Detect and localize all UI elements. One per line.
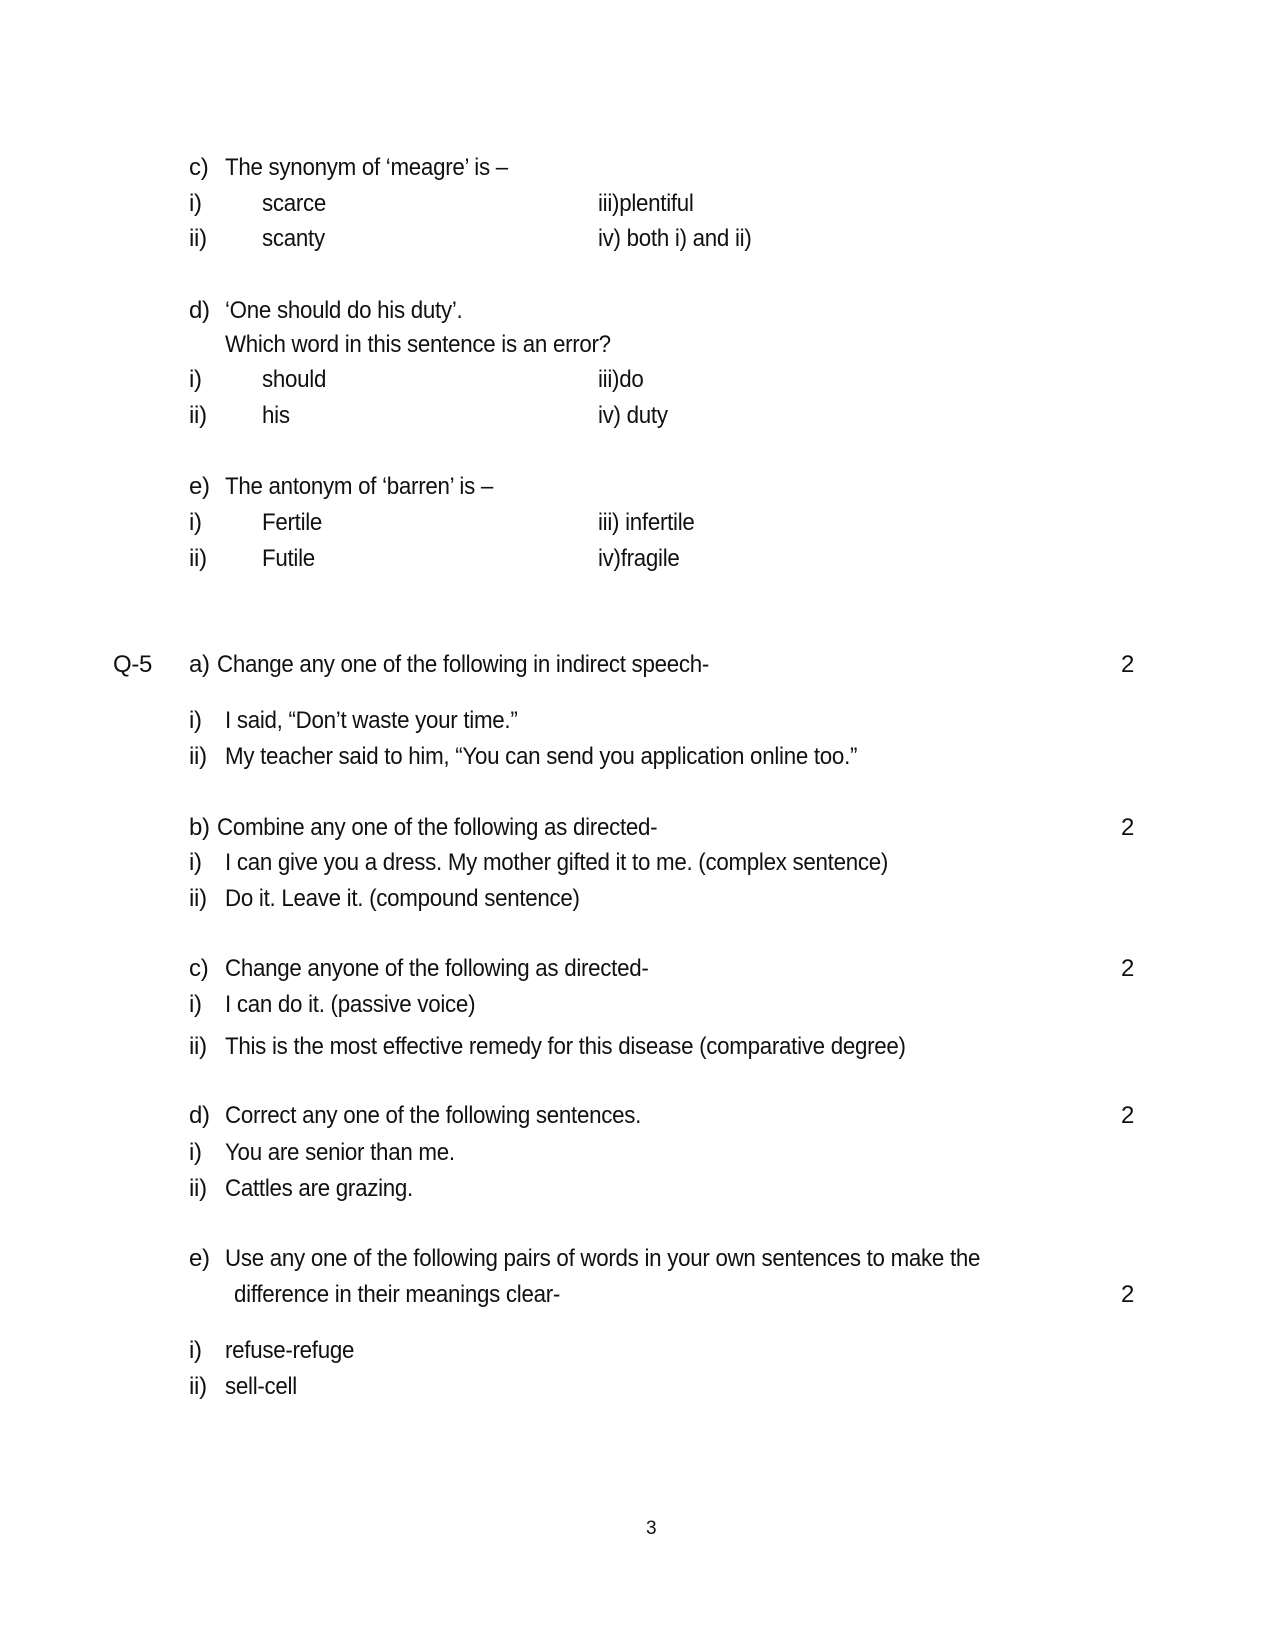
item-number: i): [189, 1139, 202, 1166]
item-text: Do it. Leave it. (compound sentence): [225, 885, 580, 912]
question-number: Q-5: [113, 651, 153, 678]
part-label: e): [189, 1245, 210, 1272]
option-text: Futile: [262, 545, 315, 572]
option-text: iv) both i) and ii): [598, 225, 752, 252]
part-label: c): [189, 154, 209, 181]
option-text: scanty: [262, 225, 325, 252]
item-text: I can do it. (passive voice): [225, 991, 476, 1018]
option-number: ii): [189, 225, 207, 252]
part-label: b): [189, 814, 210, 841]
item-text: You are senior than me.: [225, 1139, 455, 1166]
item-number: i): [189, 991, 202, 1018]
question-text: Change anyone of the following as directed-: [225, 955, 649, 982]
item-number: i): [189, 707, 202, 734]
item-number: ii): [189, 743, 207, 770]
option-text: iii)plentiful: [598, 190, 694, 217]
item-text: I said, “Don’t waste your time.”: [225, 707, 518, 734]
option-number: ii): [189, 545, 207, 572]
part-label: a): [189, 651, 210, 678]
option-number: i): [189, 509, 202, 536]
item-number: i): [189, 849, 202, 876]
question-text: Combine any one of the following as directed-: [217, 814, 658, 841]
question-text: Change any one of the following in indirect speech-: [217, 651, 710, 678]
question-text: Use any one of the following pairs of words in your own sentences to make the: [225, 1245, 981, 1272]
part-label: c): [189, 955, 209, 982]
option-text: should: [262, 366, 327, 393]
marks: 2: [1121, 955, 1135, 982]
part-label: d): [189, 297, 210, 324]
option-number: ii): [189, 402, 207, 429]
question-text: difference in their meanings clear-: [234, 1281, 561, 1308]
part-label: e): [189, 473, 210, 500]
option-number: i): [189, 366, 202, 393]
item-number: ii): [189, 1033, 207, 1060]
question-text: The antonym of ‘barren’ is –: [225, 473, 494, 500]
item-text: This is the most effective remedy for this disease (comparative degree): [225, 1033, 906, 1060]
option-text: iv)fragile: [598, 545, 680, 572]
item-number: i): [189, 1337, 202, 1364]
item-text: My teacher said to him, “You can send you application online too.”: [225, 743, 858, 770]
item-number: ii): [189, 1175, 207, 1202]
part-label: d): [189, 1102, 210, 1129]
item-number: ii): [189, 885, 207, 912]
page-number: 3: [646, 1518, 657, 1539]
item-text: refuse-refuge: [225, 1337, 355, 1364]
option-number: i): [189, 190, 202, 217]
option-text: iv) duty: [598, 402, 668, 429]
option-text: Fertile: [262, 509, 323, 536]
item-text: sell-cell: [225, 1373, 297, 1400]
marks: 2: [1121, 1281, 1135, 1308]
question-text: ‘One should do his duty’.: [225, 297, 463, 324]
question-text: Which word in this sentence is an error?: [225, 331, 611, 358]
option-text: scarce: [262, 190, 327, 217]
marks: 2: [1121, 814, 1135, 841]
item-text: I can give you a dress. My mother gifted it to me. (complex sentence): [225, 849, 889, 876]
option-text: iii) infertile: [598, 509, 695, 536]
question-text: The synonym of ‘meagre’ is –: [225, 154, 508, 181]
option-text: his: [262, 402, 290, 429]
item-number: ii): [189, 1373, 207, 1400]
marks: 2: [1121, 1102, 1135, 1129]
question-text: Correct any one of the following sentences.: [225, 1102, 642, 1129]
marks: 2: [1121, 651, 1135, 678]
item-text: Cattles are grazing.: [225, 1175, 413, 1202]
option-text: iii)do: [598, 366, 644, 393]
